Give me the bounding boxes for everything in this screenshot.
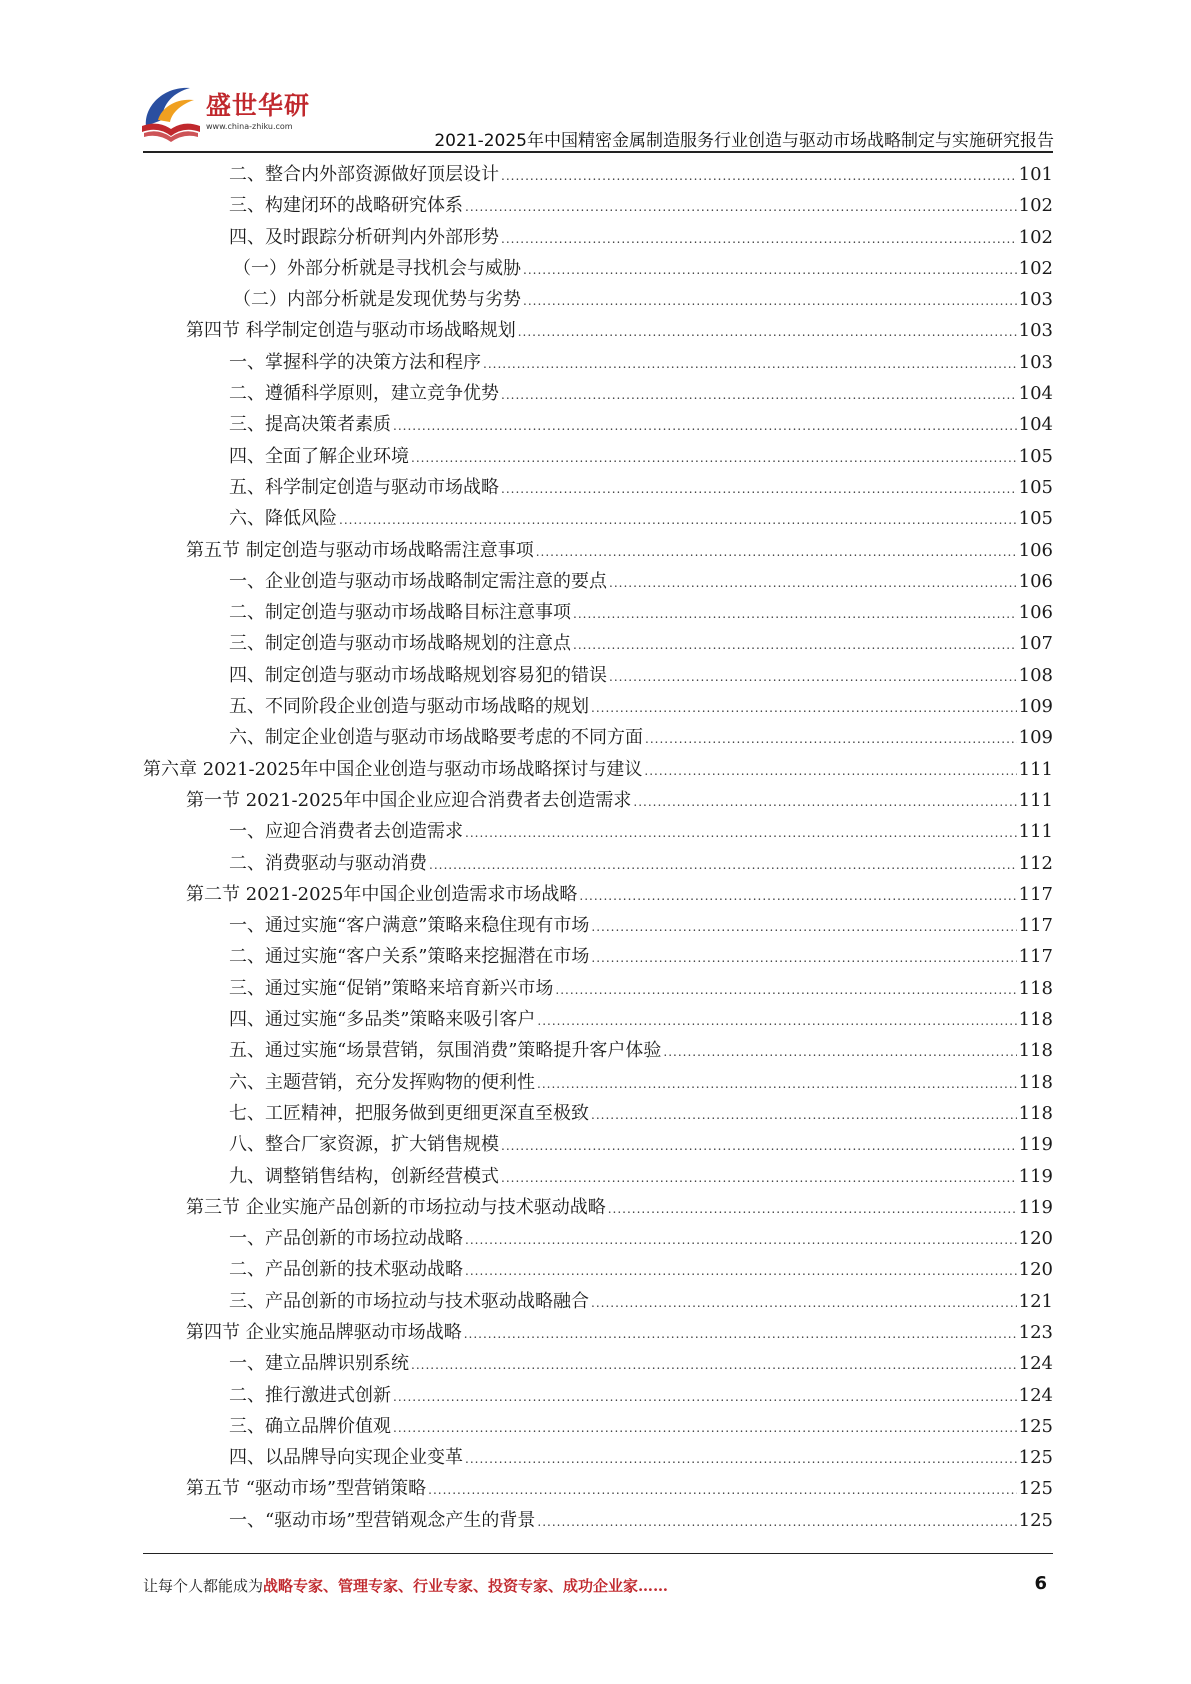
toc-entry-page: 117 [1018, 883, 1053, 905]
toc-entry-page: 118 [1018, 1009, 1053, 1031]
toc-entry-title: 六、降低风险 [229, 508, 337, 530]
toc-leader-dots [501, 388, 1017, 402]
toc-entry-page: 109 [1018, 696, 1053, 718]
toc-leader-dots [501, 232, 1017, 246]
toc-leader-dots [633, 795, 1016, 809]
toc-leader-dots [536, 545, 1017, 559]
toc-entry-title: 三、产品创新的市场拉动与技术驱动战略融合 [229, 1290, 589, 1312]
logo-emblem-icon [138, 82, 204, 144]
page-header [0, 0, 1191, 150]
toc-entry-title: 二、产品创新的技术驱动战略 [229, 1259, 463, 1281]
toc-entry-page: 101 [1018, 164, 1053, 185]
toc-entry-page: 123 [1018, 1321, 1053, 1343]
toc-entry-page: 125 [1018, 1415, 1053, 1437]
toc-leader-dots [555, 983, 1016, 997]
toc-leader-dots [501, 169, 1017, 183]
toc-entry[interactable] [143, 1412, 1053, 1443]
toc-leader-dots [608, 1202, 1017, 1216]
toc-entry-title: 二、整合内外部资源做好顶层设计 [229, 164, 499, 185]
toc-entry[interactable] [143, 942, 1053, 973]
toc-entry-title: 第二节 2021-2025年中国企业创造需求市场战略 [186, 883, 578, 905]
toc-entry-page: 108 [1018, 664, 1053, 686]
toc-leader-dots [523, 294, 1017, 308]
toc-entry-page: 102 [1018, 226, 1053, 248]
toc-entry[interactable] [143, 1287, 1053, 1318]
toc-entry-title: 一、建立品牌识别系统 [229, 1353, 409, 1375]
toc-entry-title: 五、不同阶段企业创造与驱动市场战略的规划 [229, 696, 589, 718]
toc-entry-page: 105 [1018, 476, 1053, 498]
toc-entry-page: 120 [1018, 1228, 1053, 1250]
toc-entry[interactable] [143, 1162, 1053, 1193]
toc-entry[interactable] [143, 348, 1053, 379]
toc-entry[interactable] [143, 223, 1053, 254]
footer-slogan [143, 1575, 668, 1596]
toc-entry[interactable] [143, 629, 1053, 660]
toc-entry-title: （一）外部分析就是寻找机会与威胁 [233, 257, 521, 279]
toc-entry-title: 二、推行激进式创新 [229, 1384, 391, 1406]
toc-entry-title: 四、制定创造与驱动市场战略规划容易犯的错误 [229, 664, 607, 686]
toc-leader-dots [501, 1139, 1017, 1153]
toc-entry-title: 第五节 “驱动市场”型营销策略 [186, 1478, 427, 1500]
toc-entry-page: 111 [1018, 789, 1053, 811]
toc-leader-dots [591, 1108, 1017, 1122]
report-title: 2021-2025年中国精密金属制造服务行业创造与驱动市场战略制定与实施研究报告 [434, 131, 1054, 151]
toc-leader-dots [579, 889, 1016, 903]
toc-entry[interactable] [143, 1099, 1053, 1130]
toc-entry[interactable] [143, 191, 1053, 222]
toc-entry-page: 103 [1018, 289, 1053, 311]
toc-leader-dots [339, 513, 1017, 527]
toc-leader-dots [483, 357, 1017, 371]
toc-entry-title: 六、制定企业创造与驱动市场战略要考虑的不同方面 [229, 727, 643, 749]
toc-entry-title: 四、及时跟踪分析研判内外部形势 [229, 226, 499, 248]
toc-entry[interactable] [143, 755, 1053, 786]
toc-leader-dots [537, 1014, 1016, 1028]
toc-entry-page: 118 [1018, 1102, 1053, 1124]
toc-entry-page: 103 [1018, 351, 1053, 373]
toc-entry-title: 第三节 企业实施产品创新的市场拉动与技术驱动战略 [186, 1196, 606, 1218]
toc-entry-title: 二、通过实施“客户关系”策略来挖掘潜在市场 [229, 946, 590, 968]
toc-entry[interactable] [143, 817, 1053, 848]
toc-leader-dots [518, 325, 1017, 339]
toc-entry-title: 四、以品牌导向实现企业变革 [229, 1447, 463, 1469]
toc-entry[interactable] [143, 254, 1053, 285]
toc-entry-title: 八、整合厂家资源，扩大销售规模 [229, 1134, 499, 1156]
toc-entry-title: 三、通过实施“促销”策略来培育新兴市场 [229, 977, 554, 999]
toc-entry[interactable] [143, 880, 1053, 911]
toc-entry[interactable] [143, 598, 1053, 629]
toc-entry[interactable] [143, 1224, 1053, 1255]
toc-leader-dots [591, 920, 1016, 934]
toc-entry[interactable] [143, 1349, 1053, 1380]
toc-entry[interactable] [143, 849, 1053, 880]
toc-entry-title: 三、提高决策者素质 [229, 414, 391, 436]
toc-entry-page: 124 [1018, 1384, 1053, 1406]
toc-entry-page: 106 [1018, 570, 1053, 592]
toc-entry[interactable] [143, 723, 1053, 754]
toc-entry-title: 第一节 2021-2025年中国企业应迎合消费者去创造需求 [186, 789, 632, 811]
toc-entry-title: 五、通过实施“场景营销，氛围消费”策略提升客户体验 [229, 1040, 662, 1062]
toc-entry[interactable] [143, 786, 1053, 817]
toc-entry-title: （二）内部分析就是发现优势与劣势 [233, 289, 521, 311]
toc-entry-title: 四、全面了解企业环境 [229, 445, 409, 467]
toc-entry-page: 118 [1018, 1071, 1053, 1093]
toc-entry-title: 三、确立品牌价值观 [229, 1415, 391, 1437]
toc-leader-dots [464, 1327, 1017, 1341]
toc-leader-dots [645, 732, 1017, 746]
toc-entry-title: 九、调整销售结构，创新经营模式 [229, 1165, 499, 1187]
toc-entry-page: 119 [1018, 1165, 1053, 1187]
toc-entry-title: 一、通过实施“客户满意”策略来稳住现有市场 [229, 915, 590, 937]
toc-entry-page: 109 [1018, 727, 1053, 749]
logo-name: 盛世华研 [206, 91, 311, 120]
footer-slogan-highlight: 战略专家、管理专家、行业专家、投资专家、成功企业家…… [263, 1577, 669, 1595]
toc-entry-title: 一、产品创新的市场拉动战略 [229, 1228, 463, 1250]
toc-entry-title: 二、遵循科学原则，建立竞争优势 [229, 383, 499, 405]
toc-leader-dots [609, 576, 1017, 590]
toc-entry[interactable] [143, 661, 1053, 692]
toc-leader-dots [393, 1390, 1017, 1404]
toc-leader-dots [523, 263, 1017, 277]
toc-entry-title: 七、工匠精神，把服务做到更细更深直至极致 [229, 1102, 589, 1124]
toc-entry-page: 125 [1018, 1447, 1053, 1469]
toc-leader-dots [411, 451, 1017, 465]
toc-entry[interactable] [143, 692, 1053, 723]
toc-entry-page: 125 [1018, 1509, 1053, 1531]
toc-leader-dots [573, 607, 1017, 621]
toc-entry-title: 第六章 2021-2025年中国企业创造与驱动市场战略探讨与建议 [143, 758, 643, 780]
toc-leader-dots [591, 951, 1016, 965]
toc-entry-page: 119 [1018, 1196, 1053, 1218]
toc-entry[interactable] [143, 1068, 1053, 1099]
toc-entry-page: 120 [1018, 1259, 1053, 1281]
toc-entry-title: 三、构建闭环的战略研究体系 [229, 195, 463, 217]
toc-entry-page: 119 [1018, 1134, 1053, 1156]
toc-entry-page: 107 [1018, 633, 1053, 655]
toc-entry[interactable] [143, 1036, 1053, 1067]
toc-leader-dots [663, 1045, 1016, 1059]
toc-entry[interactable] [143, 1005, 1053, 1036]
toc-leader-dots [537, 1077, 1017, 1091]
toc-entry-title: 一、掌握科学的决策方法和程序 [229, 351, 481, 373]
toc-entry-title: 三、制定创造与驱动市场战略规划的注意点 [229, 633, 571, 655]
toc-entry[interactable] [143, 1318, 1053, 1349]
toc-entry[interactable] [143, 1474, 1053, 1505]
toc-entry[interactable] [143, 473, 1053, 504]
header-divider [143, 151, 1053, 153]
toc-entry[interactable] [143, 316, 1053, 347]
toc-leader-dots [393, 1421, 1017, 1435]
toc-entry-page: 121 [1018, 1290, 1053, 1312]
toc-leader-dots [428, 1483, 1017, 1497]
toc-entry-page: 102 [1018, 195, 1053, 217]
toc-entry-title: 一、企业创造与驱动市场战略制定需注意的要点 [229, 570, 607, 592]
footer-slogan-prefix: 让每个人都能成为 [143, 1577, 264, 1595]
toc-leader-dots [465, 1452, 1017, 1466]
toc-entry[interactable] [143, 567, 1053, 598]
toc-leader-dots [537, 1515, 1016, 1529]
toc-entry[interactable] [143, 160, 1053, 191]
toc-entry-page: 102 [1018, 257, 1053, 279]
toc-entry-page: 105 [1018, 508, 1053, 530]
toc-entry[interactable] [143, 911, 1053, 942]
toc-entry-page: 103 [1018, 320, 1053, 342]
toc-entry-page: 104 [1018, 414, 1053, 436]
toc-entry[interactable] [143, 536, 1053, 567]
toc-entry-title: 第五节 制定创造与驱动市场战略需注意事项 [186, 539, 534, 561]
toc-entry-page: 104 [1018, 383, 1053, 405]
toc-entry[interactable] [143, 504, 1053, 535]
toc-entry[interactable] [143, 1506, 1053, 1537]
toc-leader-dots [393, 419, 1017, 433]
toc-leader-dots [501, 1171, 1017, 1185]
toc-entry-title: 一、“驱动市场”型营销观念产生的背景 [229, 1509, 536, 1531]
toc-entry-title: 四、通过实施“多品类”策略来吸引客户 [229, 1009, 536, 1031]
toc-entry-page: 118 [1018, 1040, 1053, 1062]
toc-entry-page: 117 [1018, 946, 1053, 968]
toc-entry-page: 106 [1018, 539, 1053, 561]
toc-entry-page: 125 [1018, 1478, 1053, 1500]
toc-leader-dots [591, 701, 1017, 715]
toc-leader-dots [465, 1233, 1017, 1247]
toc-entry-page: 106 [1018, 602, 1053, 624]
toc-entry[interactable] [143, 1381, 1053, 1412]
page-footer [143, 1575, 1053, 1601]
toc-entry-title: 第四节 科学制定创造与驱动市场战略规划 [186, 320, 516, 342]
toc-entry-page: 112 [1018, 852, 1053, 874]
footer-divider [143, 1553, 1053, 1554]
toc-leader-dots [501, 482, 1017, 496]
toc-entry[interactable] [143, 1255, 1053, 1286]
toc-entry-page: 124 [1018, 1353, 1053, 1375]
logo-url: www.china-zhiku.com [206, 122, 293, 131]
toc-entry[interactable] [143, 974, 1053, 1005]
toc-leader-dots [429, 858, 1017, 872]
toc-entry[interactable] [143, 1130, 1053, 1161]
toc-entry-page: 105 [1018, 445, 1053, 467]
toc-entry-title: 一、应迎合消费者去创造需求 [229, 821, 463, 843]
toc-entry[interactable] [143, 1443, 1053, 1474]
toc-leader-dots [644, 764, 1016, 778]
toc-entry-title: 二、制定创造与驱动市场战略目标注意事项 [229, 602, 571, 624]
toc-entry-title: 六、主题营销，充分发挥购物的便利性 [229, 1071, 535, 1093]
toc-entry[interactable] [143, 442, 1053, 473]
toc-entry-page: 117 [1018, 915, 1053, 937]
toc-leader-dots [465, 200, 1017, 214]
toc-entry[interactable] [143, 410, 1053, 441]
toc-leader-dots [609, 670, 1017, 684]
toc-leader-dots [411, 1358, 1017, 1372]
toc-leader-dots [591, 1296, 1017, 1310]
toc-entry[interactable] [143, 379, 1053, 410]
toc-entry[interactable] [143, 1193, 1053, 1224]
table-of-contents [143, 160, 1053, 1537]
toc-entry-page: 118 [1018, 977, 1053, 999]
page-number: 6 [1034, 1573, 1047, 1594]
toc-entry[interactable] [143, 285, 1053, 316]
toc-leader-dots [465, 826, 1017, 840]
toc-entry-page: 111 [1018, 821, 1053, 843]
toc-leader-dots [573, 638, 1017, 652]
toc-entry-title: 第四节 企业实施品牌驱动市场战略 [186, 1321, 462, 1343]
toc-leader-dots [465, 1264, 1017, 1278]
logo [138, 82, 313, 144]
toc-entry-title: 二、消费驱动与驱动消费 [229, 852, 427, 874]
toc-entry-page: 111 [1018, 758, 1053, 780]
toc-entry-title: 五、科学制定创造与驱动市场战略 [229, 476, 499, 498]
